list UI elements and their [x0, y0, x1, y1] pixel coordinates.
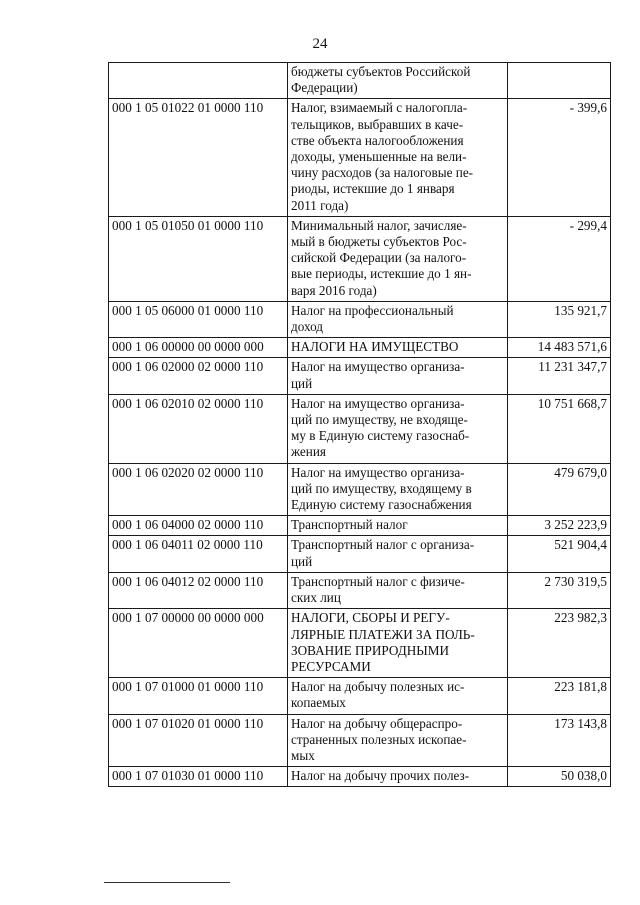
revenue-name: [288, 463, 508, 516]
revenue-name: [288, 301, 508, 337]
revenue-name: [288, 394, 508, 463]
revenue-name-line: ЗОВАНИЕ ПРИРОДНЫМИ: [291, 642, 450, 658]
revenue-name-line: тельщиков, выбравших в каче-: [291, 116, 464, 132]
revenue-name-line: мый в бюджеты субъектов Рос-: [291, 234, 467, 250]
revenue-name-line: доход: [291, 319, 323, 335]
revenue-name-line: Налог на имущество организа-: [291, 395, 465, 411]
amount-value: 14 483 571,6: [508, 338, 611, 358]
revenue-name: [288, 216, 508, 301]
revenue-name-line: ций: [291, 375, 313, 391]
revenue-name-line: Федерации): [291, 80, 358, 96]
amount-value: 135 921,7: [508, 301, 611, 337]
revenue-name-line: Транспортный налог с организа-: [291, 537, 475, 553]
revenue-name: [288, 678, 508, 714]
classification-code: 000 1 05 06000 01 0000 110: [109, 301, 288, 337]
table-row: [109, 358, 611, 394]
revenue-name-line: ЛЯРНЫЕ ПЛАТЕЖИ ЗА ПОЛЬ-: [291, 626, 475, 642]
classification-code: 000 1 06 02000 02 0000 110: [109, 358, 288, 394]
revenue-name-line: Налог на добычу общераспро-: [291, 715, 463, 731]
amount-value: 11 231 347,7: [508, 358, 611, 394]
revenue-name-line: ций по имуществу, не входяще-: [291, 412, 468, 428]
table-row: [109, 767, 611, 787]
revenue-name-line: му в Единую систему газоснаб-: [291, 428, 470, 444]
revenue-name: [288, 572, 508, 608]
revenue-name-line: стве объекта налогообложения: [291, 132, 464, 148]
revenue-name-line: страненных полезных ископае-: [291, 731, 467, 747]
revenue-name: [288, 99, 508, 216]
revenue-name-line: 2011 года): [291, 197, 349, 213]
revenue-name-line: копаемых: [291, 695, 346, 711]
amount-value: 479 679,0: [508, 463, 611, 516]
revenue-name: [288, 516, 508, 536]
amount-value: 10 751 668,7: [508, 394, 611, 463]
table-row: [109, 609, 611, 678]
classification-code: 000 1 06 02020 02 0000 110: [109, 463, 288, 516]
revenue-name-line: варя 2016 года): [291, 282, 377, 298]
table-row: [109, 99, 611, 216]
classification-code: 000 1 06 04012 02 0000 110: [109, 572, 288, 608]
revenue-name: [288, 767, 508, 787]
revenue-name-line: Налог на добычу полезных ис-: [291, 679, 465, 695]
revenue-name-line: сийской Федерации (за налого-: [291, 250, 467, 266]
classification-code: 000 1 07 01020 01 0000 110: [109, 714, 288, 767]
table-row: [109, 572, 611, 608]
classification-code: 000 1 06 04000 02 0000 110: [109, 516, 288, 536]
budget-revenue-table: [108, 62, 611, 787]
page-number: 24: [312, 36, 328, 52]
table-row: [109, 678, 611, 714]
table-row: [109, 714, 611, 767]
revenue-name-line: мых: [291, 747, 315, 763]
amount-value: 50 038,0: [508, 767, 611, 787]
revenue-name: [288, 358, 508, 394]
revenue-name-line: Минимальный налог, зачисляе-: [291, 217, 467, 233]
table-body: [109, 63, 611, 787]
revenue-name-line: Налог на имущество организа-: [291, 464, 465, 480]
revenue-name-line: Транспортный налог с физиче-: [291, 573, 465, 589]
revenue-name: [288, 63, 508, 99]
revenue-name-line: НАЛОГИ НА ИМУЩЕСТВО: [291, 339, 459, 355]
footer-rule: [104, 882, 230, 883]
revenue-name-line: чину расходов (за налоговые пе-: [291, 165, 474, 181]
revenue-name: [288, 609, 508, 678]
amount-value: - 299,4: [508, 216, 611, 301]
amount-value: 3 252 223,9: [508, 516, 611, 536]
table-row: [109, 536, 611, 572]
revenue-name-line: вые периоды, истекшие до 1 ян-: [291, 266, 472, 282]
revenue-name-line: жения: [291, 444, 326, 460]
classification-code: 000 1 06 00000 00 0000 000: [109, 338, 288, 358]
revenue-name-line: ций: [291, 553, 313, 569]
amount-value: - 399,6: [508, 99, 611, 216]
revenue-name-line: бюджеты субъектов Российской: [291, 64, 471, 79]
amount-value: 173 143,8: [508, 714, 611, 767]
table-row: [109, 63, 611, 99]
amount-value: 2 730 319,5: [508, 572, 611, 608]
table-row: [109, 338, 611, 358]
revenue-name-line: доходы, уменьшенные на вели-: [291, 149, 467, 165]
amount-value: 223 982,3: [508, 609, 611, 678]
revenue-name: [288, 714, 508, 767]
revenue-name-line: Транспортный налог: [291, 517, 408, 533]
revenue-name-line: риоды, истекшие до 1 января: [291, 181, 455, 197]
amount-value: 223 181,8: [508, 678, 611, 714]
revenue-name-line: Единую систему газоснабжения: [291, 497, 472, 513]
amount-value: 521 904,4: [508, 536, 611, 572]
table-row: [109, 394, 611, 463]
classification-code: 000 1 06 04011 02 0000 110: [109, 536, 288, 572]
table-row: [109, 516, 611, 536]
classification-code: 000 1 05 01022 01 0000 110: [109, 99, 288, 216]
revenue-name-line: Налог на имущество организа-: [291, 359, 465, 375]
classification-code: 000 1 05 01050 01 0000 110: [109, 216, 288, 301]
classification-code: 000 1 07 01000 01 0000 110: [109, 678, 288, 714]
revenue-name-line: ских лиц: [291, 590, 341, 606]
classification-code: 000 1 07 00000 00 0000 000: [109, 609, 288, 678]
table-row: [109, 216, 611, 301]
revenue-name: [288, 338, 508, 358]
revenue-name-line: ций по имуществу, входящему в: [291, 480, 472, 496]
classification-code: 000 1 06 02010 02 0000 110: [109, 394, 288, 463]
table-row: [109, 301, 611, 337]
classification-code: 000 1 07 01030 01 0000 110: [109, 767, 288, 787]
revenue-name-line: Налог на добычу прочих полез-: [291, 768, 470, 784]
revenue-name-line: Налог на профессиональный: [291, 302, 454, 318]
revenue-name-line: НАЛОГИ, СБОРЫ И РЕГУ-: [291, 610, 450, 626]
revenue-name-line: РЕСУРСАМИ: [291, 658, 371, 674]
classification-code: [109, 63, 288, 99]
revenue-name: [288, 536, 508, 572]
amount-value: [508, 63, 611, 99]
revenue-name-line: Налог, взимаемый с налогопла-: [291, 100, 468, 116]
table-row: [109, 463, 611, 516]
